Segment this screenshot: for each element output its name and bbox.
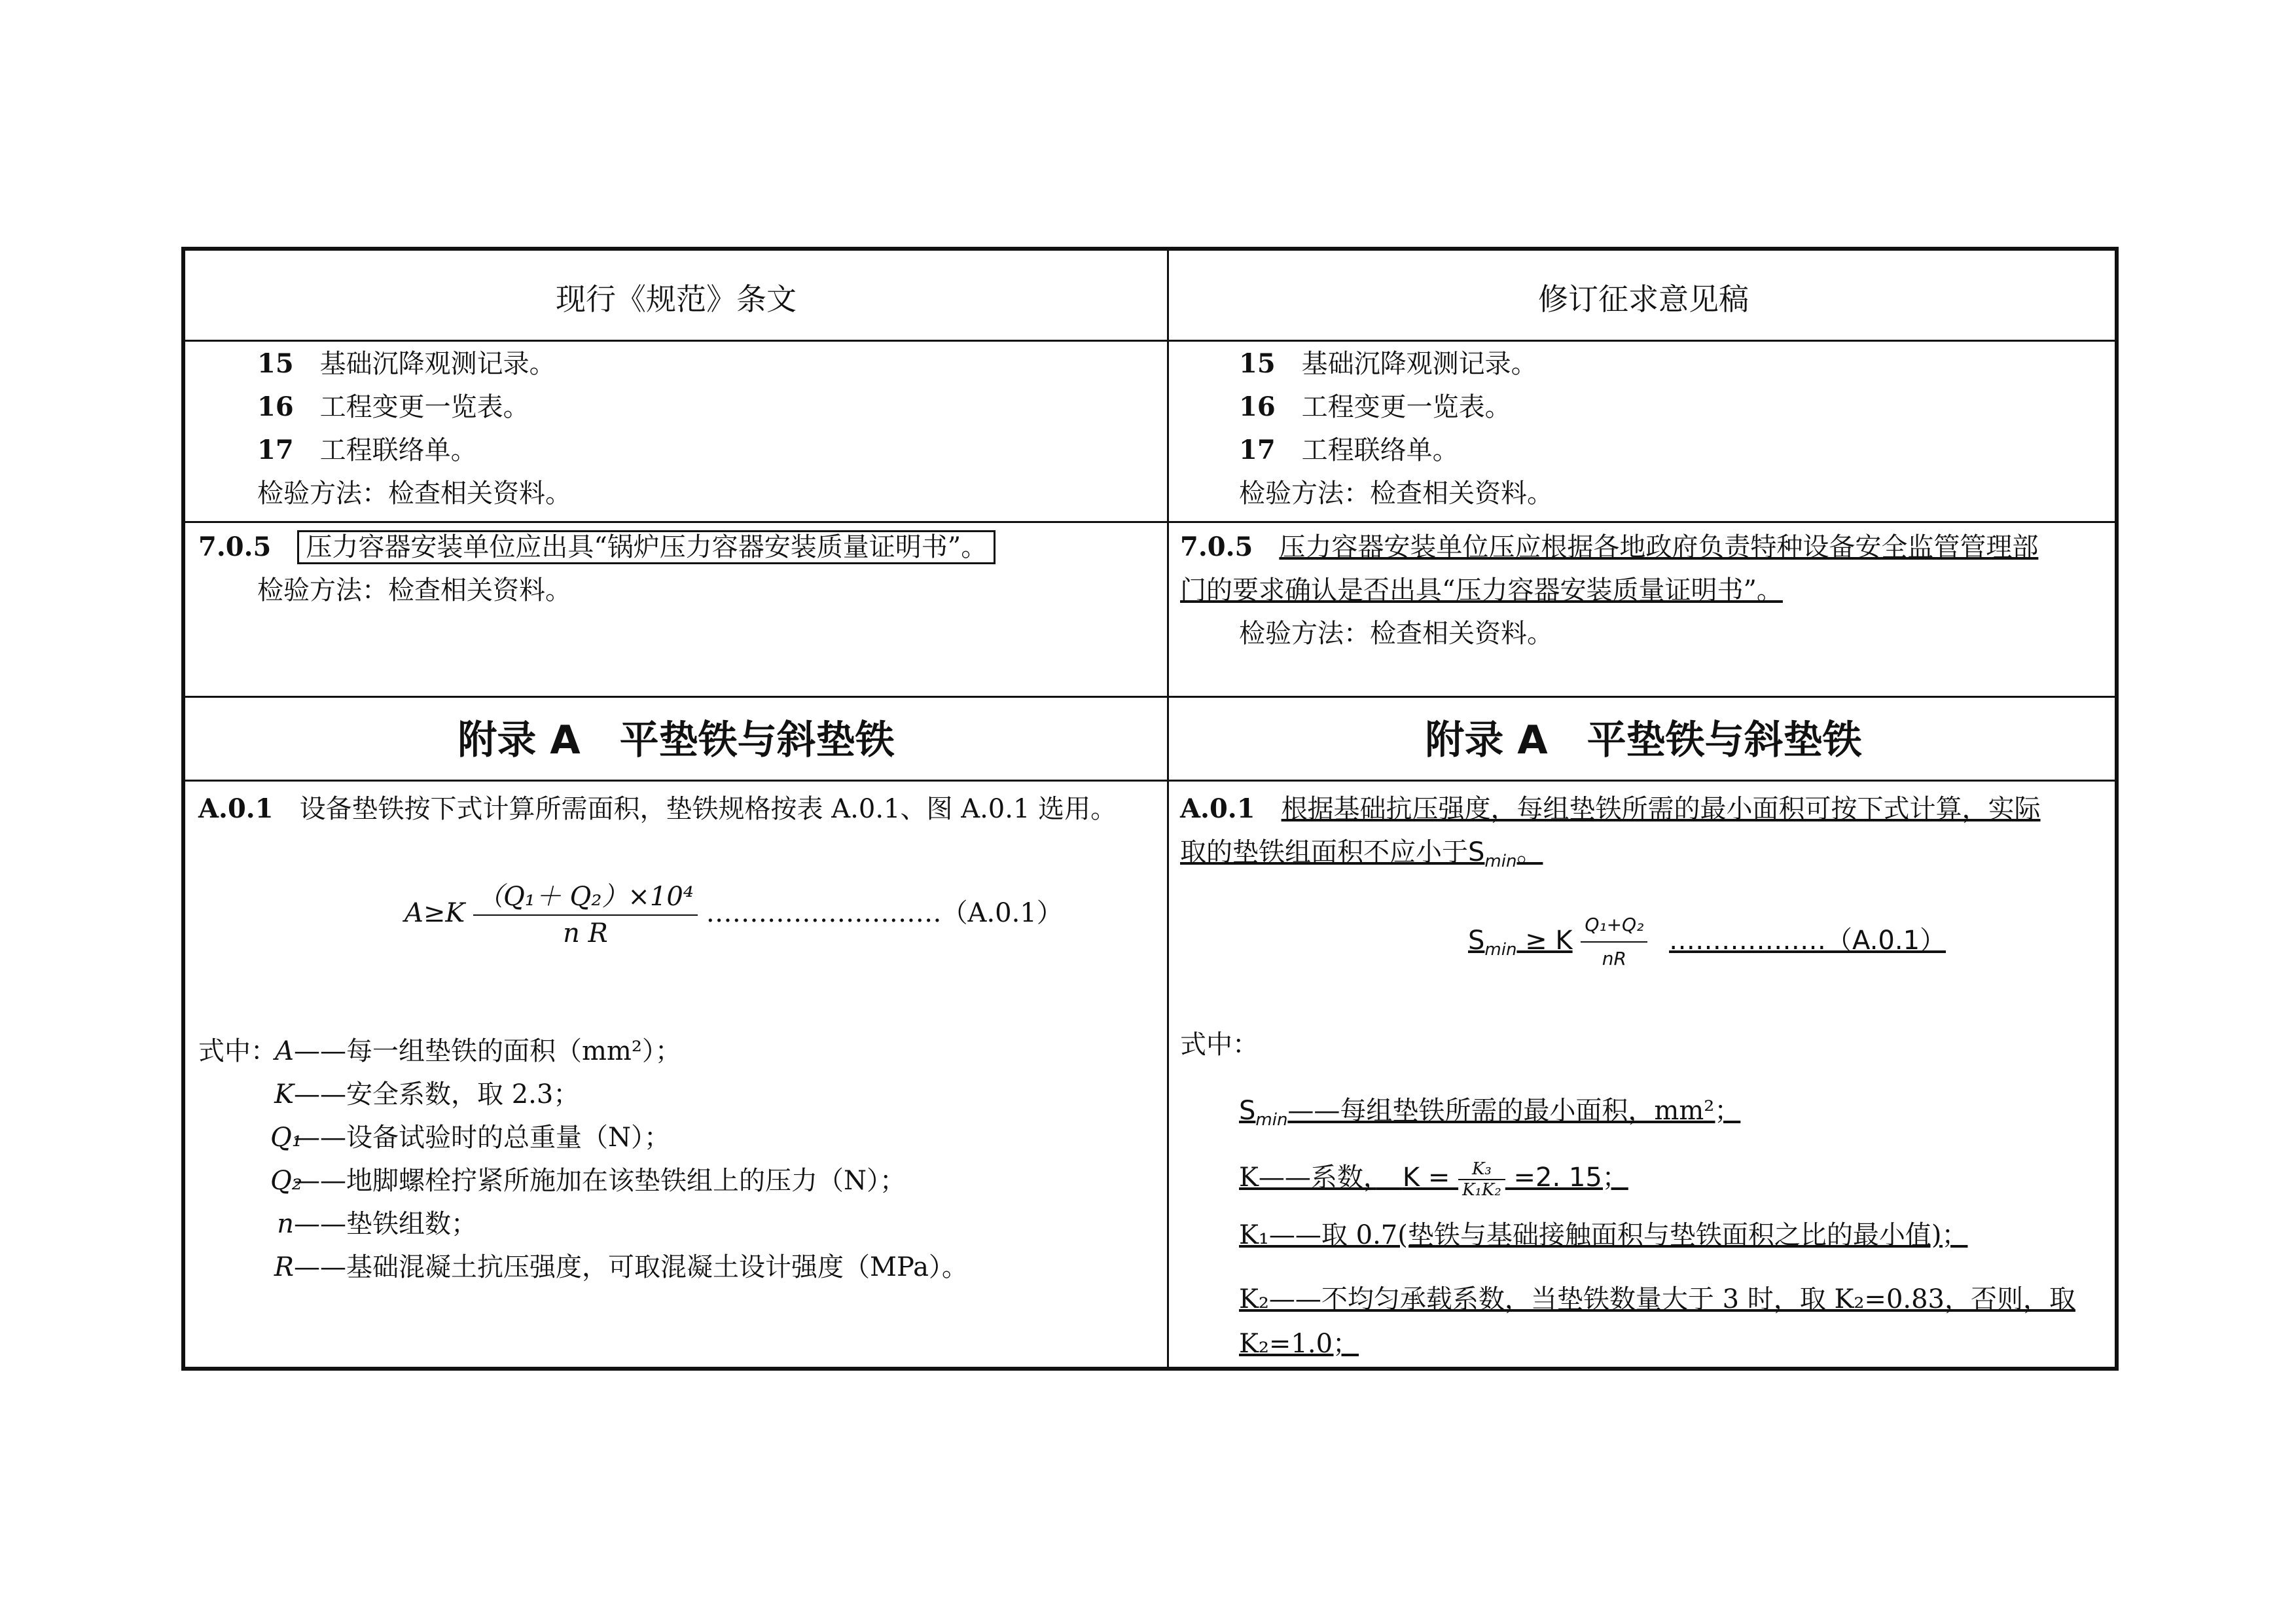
clause-705-right bbox=[1180, 526, 2038, 655]
row-divider bbox=[185, 521, 2115, 523]
right-definitions bbox=[1239, 1089, 2075, 1366]
definition-item: n——垫铁组数； bbox=[277, 1209, 477, 1239]
definition-item: A——每一组垫铁的面积（mm²）； bbox=[275, 1036, 681, 1066]
inspection-method: 检验方法：检查相关资料。 bbox=[1239, 619, 1553, 649]
a01-right bbox=[1180, 787, 2041, 883]
header-left: 现行《规范》条文 bbox=[556, 281, 797, 317]
definition-item: R——基础混凝土抗压强度，可取混凝土设计强度（MPa）。 bbox=[274, 1252, 968, 1282]
inspection-method: 检验方法：检查相关资料。 bbox=[257, 575, 571, 605]
list-item: 16 工程变更一览表。 bbox=[257, 391, 529, 422]
list-item: 15 基础沉降观测记录。 bbox=[1239, 348, 1537, 379]
where-label-right: 式中： bbox=[1180, 1030, 1259, 1060]
clause-number: 7.0.5 bbox=[198, 532, 272, 562]
comparison-table bbox=[181, 247, 2119, 1371]
list-item: 16 工程变更一览表。 bbox=[1239, 391, 1511, 422]
clause-705-left bbox=[198, 526, 996, 612]
row-divider bbox=[185, 696, 2115, 698]
clause-number: A.0.1 bbox=[1180, 793, 1255, 824]
clause-text: 根据基础抗压强度，每组垫铁所需的最小面积可按下式计算，实际 bbox=[1281, 794, 2041, 824]
definition-item: Q₂——地脚螺栓拧紧所施加在该垫铁组上的压力（N）； bbox=[270, 1166, 906, 1196]
left-formula: A≥K $\frac{\text{（Q₁＋ Q₂）×10⁴}}{\text{n R}}$ ………………………（A.0.1） bbox=[404, 879, 1063, 951]
definition-item: K——安全系数，取 2.3； bbox=[274, 1079, 580, 1110]
inspection-method: 检验方法：检查相关资料。 bbox=[257, 478, 571, 509]
clause-text-cont: 取的垫铁组面积不应小于$S_{min}$。 bbox=[1180, 837, 1543, 871]
clause-text: 压力容器安装单位压应根据各地政府负责特种设备安全监管管理部 bbox=[1279, 532, 2039, 562]
inspection-method: 检验方法：检查相关资料。 bbox=[1239, 478, 1553, 509]
clause-number: 7.0.5 bbox=[1180, 532, 1253, 562]
definition-item-cont: K₂=1.0； bbox=[1239, 1329, 1359, 1359]
definition-item: Q₁——设备试验时的总重量（N）； bbox=[270, 1123, 670, 1153]
clause-number: A.0.1 bbox=[198, 793, 274, 824]
clause-text: 压力容器安装单位应出具“锅炉压力容器安装质量证明书”。 bbox=[297, 530, 996, 564]
list-left bbox=[257, 342, 571, 515]
list-item: 15 基础沉降观测记录。 bbox=[257, 348, 556, 379]
appendix-title-right: 附录 A 平垫铁与斜垫铁 bbox=[1425, 717, 1862, 763]
header-right: 修订征求意见稿 bbox=[1538, 281, 1749, 317]
left-definitions bbox=[270, 1030, 968, 1289]
list-right bbox=[1239, 342, 1553, 515]
column-divider bbox=[1167, 251, 1169, 1367]
row-divider bbox=[185, 780, 2115, 782]
definition-item: K₂——不均匀承载系数，当垫铁数量大于 3 时，取 K₂=0.83，否则，取 bbox=[1239, 1284, 2076, 1314]
right-formula: $S_{min} \ge K$ $\frac{\text{Q₁+Q₂}}{nR}$ ………………（A.0.1） bbox=[1468, 909, 1946, 975]
definition-item: K₁——取 0.7(垫铁与基础接触面积与垫铁面积之比的最小值)； bbox=[1239, 1220, 1968, 1250]
list-item: 17 工程联络单。 bbox=[1239, 435, 1459, 465]
appendix-title-left: 附录 A 平垫铁与斜垫铁 bbox=[457, 717, 895, 763]
clause-text-cont: 门的要求确认是否出具“压力容器安装质量证明书”。 bbox=[1180, 575, 1783, 605]
row-divider bbox=[185, 340, 2115, 342]
list-item: 17 工程联络单。 bbox=[257, 435, 477, 465]
where-label-left: 式中： bbox=[198, 1036, 277, 1066]
a01-left bbox=[198, 787, 1117, 831]
definition-item: $S_{min}——$每组垫铁所需的最小面积，mm²； bbox=[1239, 1096, 1741, 1130]
definition-item: K——系数， K = $\frac{\text{K₃}}{\text{K₁K₂}}$ =2. 15； bbox=[1239, 1159, 1628, 1200]
clause-text: 设备垫铁按下式计算所需面积，垫铁规格按表 A.0.1、图 A.0.1 选用。 bbox=[299, 794, 1117, 824]
